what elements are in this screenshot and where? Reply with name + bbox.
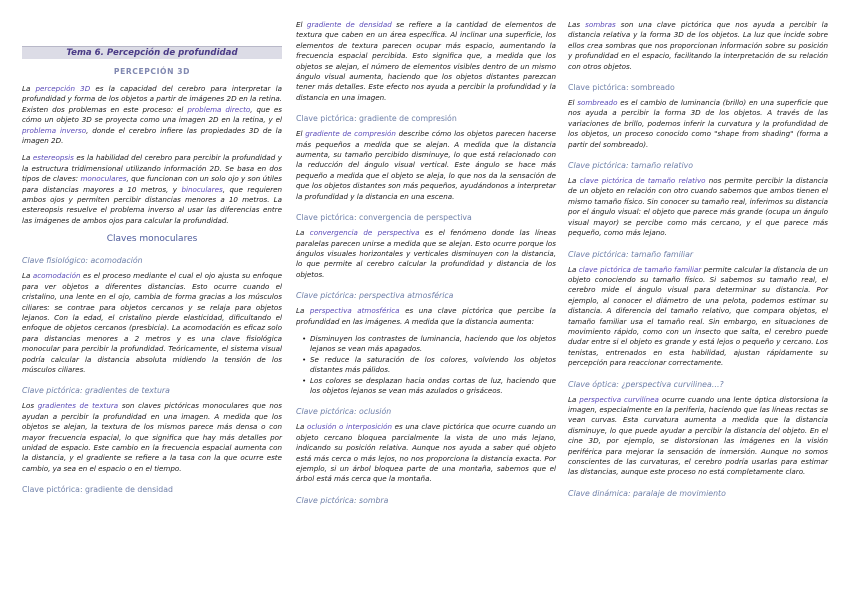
keyword: gradiente de densidad xyxy=(306,20,392,29)
paragraph-gradiente-compresion: El gradiente de compresión describe cómo los objetos parecen hacerse más pequeños a medida que se alejan. A medida que la distancia aumenta, su tamaño percibido disminuye, lo que está relacionado con la reducción del ángulo visual vertical. Este ángulo se hace más pequeño a medida que el objeto se aleja, lo que nos da la sensación de que los objetos distantes son más pequeños, ayudándonos a interpretar la profundidad y la distancia en una escena. xyxy=(296,129,557,201)
paragraph-gradiente-densidad: El gradiente de densidad se refiere a la cantidad de elementos de textura que caben en un área específica. Al inclinar una superficie, los elementos de textura parecen ocupar más espacio, aumentando la frecuencia espacial percibida. Esto significa que, a medida que los objetos se alejan, el número de elementos visibles dentro de un mismo ángulo visual aumenta, haciendo que los objetos distantes parezcan tener más detalles. Este efecto nos ayuda a percibir la profundidad y la distancia en una imagen. xyxy=(296,20,557,102)
keyword: oclusión o interposición xyxy=(306,422,393,432)
column-3 xyxy=(568,20,828,504)
keyword: gradientes de textura xyxy=(37,401,119,411)
section-label: PERCEPCIÓN 3D xyxy=(113,67,191,76)
list-item: • Se reduce la saturación de los colores, volviendo los objetos distantes más pálidos. xyxy=(304,355,556,376)
clave-heading: Clave pictórica: tamaño familiar xyxy=(568,249,694,259)
clave-heading: Clave pictórica: gradiente de compresión xyxy=(296,114,457,124)
keyword: acomodación xyxy=(32,271,81,281)
subheading-claves-monoculares: Claves monoculares xyxy=(106,234,198,245)
keyword: convergencia de perspectiva xyxy=(309,228,420,238)
clave-heading: Clave pictórica: sombra xyxy=(296,495,389,505)
clave-heading: Clave pictórica: sombreado xyxy=(568,83,675,93)
paragraph-sombreado: El sombreado es el cambio de luminancia (brillo) en una superficie que nos ayuda a percibir la forma 3D de los objetos. A través de las variaciones de brillo, podemos inferir la curvatura y la profundidad de los objetos, un proceso conocido como "shape from shading" (forma a partir del sombreado). xyxy=(568,98,828,149)
paragraph-convergencia: La convergencia de perspectiva es el fenómeno donde las líneas paralelas parecen unirse a medida que se alejan. Esto ocurre porque los ángulos visuales horizontales y verticales disminuyen con la distancia, lo que permite al cerebro calcular la profundidad y distancia de los objetos. xyxy=(296,228,556,279)
clave-heading: Clave pictórica: perspectiva atmosférica xyxy=(296,291,454,301)
paragraph-oclusion: La oclusión o interposición es una clave pictórica que ocurre cuando un objeto cercano bloquea parcialmente la vista de uno más lejano, indicando su posición relativa. Aunque nos ayuda a saber qué objeto está más cerca o más lejos, no nos proporciona la distancia exacta. Por ejemplo, si un árbol bloquea parte de una montaña, sabemos que el árbol está más cerca que la montaña. xyxy=(296,422,557,484)
keyword: monoculares xyxy=(80,174,127,184)
list-item: • Disminuyen los contrastes de luminancia, haciendo que los objetos lejanos se vean más apagados. xyxy=(304,334,556,355)
keyword: estereopsis xyxy=(32,153,74,163)
clave-heading: Clave pictórica: gradientes de textura xyxy=(22,386,170,396)
keyword: sombras xyxy=(585,20,616,29)
clave-heading: Clave fisiológico: acomodación xyxy=(22,256,143,266)
keyword: gradiente de compresión xyxy=(305,129,396,139)
paragraph-perspectiva-curvilinea: La perspectiva curvilínea ocurre cuando una lente óptica distorsiona la imagen, especialmente en la periferia, haciendo que las líneas rectas se vean curvas. Esta curvatura aumenta a medida que la distancia disminuye, lo que puede ayudar a percibir la distancia del objeto. En el cine 3D, por ejemplo, se distorsionan las imágenes en la visión periférica para mejorar la sensación de inmersión. Aunque no somos conscientes de las curvaturas, el cerebro podría usarlas para estimar las distancias, aunque este proceso no está completamente claro. xyxy=(568,394,829,477)
column-2 xyxy=(296,20,556,511)
keyword: clave pictórica de tamaño relativo xyxy=(579,176,706,186)
clave-heading: Clave óptica: ¿perspectiva curvilinea…? xyxy=(568,379,724,389)
paragraph-gradientes-textura: Los gradientes de textura son claves pictóricas monoculares que nos ayudan a percibir la profundidad en una imagen. A medida que los objetos se alejan, la textura de los mismos parece más densa o con mayor frecuencia espacial, lo que significa que hay más detalles por unidad de espacio. Este cambio en la frecuencia espacial aumenta con la distancia, y el gradiente se refiere a la tasa con la que ocurre este cambio, ya sea en el espacio o en el tiempo. xyxy=(22,401,282,473)
keyword: binoculares xyxy=(181,184,223,194)
keyword: perspectiva curvilínea xyxy=(579,394,659,404)
paragraph-percepcion-3d: La percepción 3D es la capacidad del cerebro para interpretar la profundidad y forma de los objetos a partir de imágenes 2D en la retina. Existen dos problemas en este proceso: el problema directo, que es cómo un objeto 3D se proyecta como una imagen 2D en la retina, y el problema inverso, donde el cerebro infiere las propiedades 3D de la imagen 2D. xyxy=(22,84,282,146)
clave-heading: Clave pictórica: convergencia de perspectiva xyxy=(296,213,472,223)
keyword: problema directo xyxy=(187,104,251,114)
page-title: Tema 6. Percepción de profundidad xyxy=(22,46,282,59)
keyword: problema inverso xyxy=(22,125,87,135)
paragraph-tamano-relativo: La clave pictórica de tamaño relativo nos permite percibir la distancia de un objeto en relación con otro cuando sabemos que ambos tienen el mismo tamaño físico. Sin conocer su tamaño real, inferimos su distancia por el ángulo visual: el objeto que parece más grande (ocupa un ángulo visual mayor) se percibe como más cercano, y el que parece más pequeño, como más lejano. xyxy=(568,176,829,238)
bullet-list xyxy=(296,334,556,396)
clave-heading: Clave dinámica: paralaje de movimiento xyxy=(568,488,726,498)
clave-heading: Clave pictórica: tamaño relativo xyxy=(568,161,694,171)
paragraph-tamano-familiar: La clave pictórica de tamaño familiar permite calcular la distancia de un objeto conociendo su tamaño físico. Si sabemos su tamaño real, el cerebro mide el ángulo visual para determinar su distancia. Por ejemplo, al conocer el diámetro de una pelota, podemos estimar su distancia. A diferencia del tamaño relativo, que compara objetos, el tamaño familiar usa el tamaño real. Sin embargo, en situaciones de movimiento rápido, como con un insecto que salta, el cerebro puede dudar entre si el objeto es grande y está lejos o pequeño y cercano. Los tenistas, entrenados en esta habilidad, ajustan rápidamente su percepción para reaccionar correctamente. xyxy=(568,264,828,368)
paragraph-sombras: Las sombras son una clave pictórica que nos ayuda a percibir la distancia relativa y la forma 3D de los objetos. La luz que incide sobre ellos crea sombras que nos proporcionan información sobre su posición y profundidad en el espacio, facilitando la interpretación de su relación con otros objetos. xyxy=(568,20,828,71)
column-1 xyxy=(22,46,282,500)
clave-heading: Clave pictórica: gradiente de densidad xyxy=(22,485,173,495)
keyword: perspectiva atmosférica xyxy=(309,306,400,316)
paragraph-acomodacion: La acomodación es el proceso mediante el cual el ojo ajusta su enfoque para ver objetos a diferentes distancias. Esto ocurre cuando el cristalino, una lente en el ojo, cambia de forma gracias a los músculos ciliares: se contrae para objetos cercanos y se relaja para objetos lejanos. Con la edad, el cristalino pierde elasticidad, dificultando el enfoque de objetos cercanos (presbicia). La acomodación es eficaz solo para distancias menores a 2 metros y es una clave fisiológica monocular para percibir la profundidad. Teóricamente, el sistema visual podría calcular la distancia absoluta midiendo la tensión de los músculos ciliares. xyxy=(22,271,282,374)
clave-heading: Clave pictórica: oclusión xyxy=(296,407,392,417)
paragraph-estereopsis: La estereopsis es la habilidad del cerebro para percibir la profundidad y la estructura tridimensional utilizando información 2D. Se basa en dos tipos de claves: monoculares, que funcionan con un solo ojo y son útiles para distancias mayores a 10 metros, y binoculares, que requieren ambos ojos y permiten percibir distancias menores a 10 metros. La estereopsis resuelve el problema inverso al usar las diferencias entre las imágenes de ambos ojos para calcular la profundidad. xyxy=(22,153,283,225)
paragraph-perspectiva-atmosferica: La perspectiva atmosférica es una clave pictórica que percibe la profundidad en las imágenes. A medida que la distancia aumenta: xyxy=(296,306,556,326)
keyword: clave pictórica de tamaño familiar xyxy=(578,264,702,274)
keyword: percepción 3D xyxy=(35,84,91,93)
list-item: • Los colores se desplazan hacia ondas cortas de luz, haciendo que los objetos lejanos se vean más azulados o grisáceos. xyxy=(304,376,556,397)
keyword: sombreado xyxy=(577,98,618,108)
